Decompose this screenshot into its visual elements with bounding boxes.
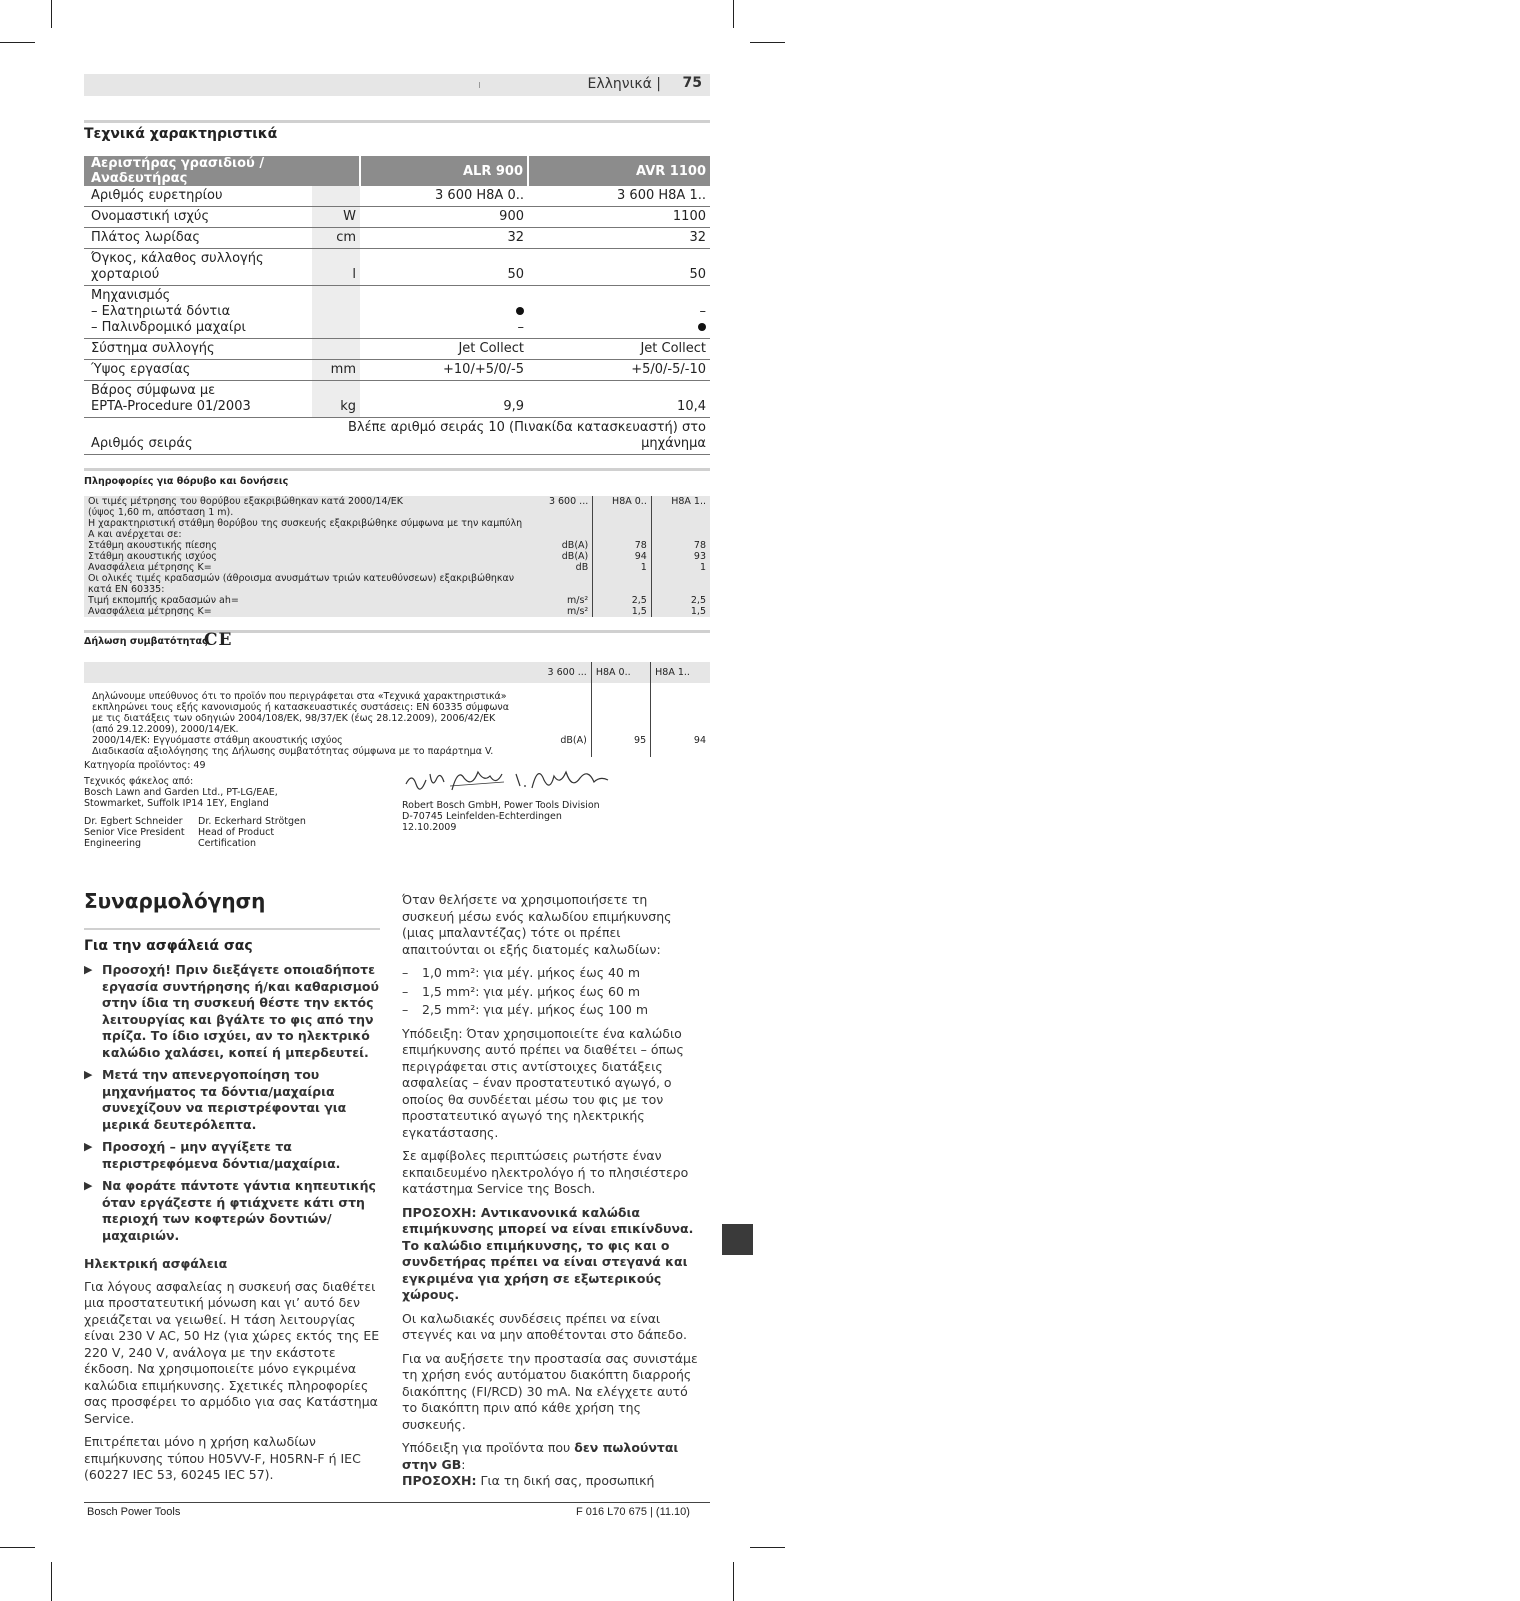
dash-value: –: [517, 320, 524, 335]
row-unit: [312, 286, 360, 339]
crop-mark: [750, 42, 785, 43]
row-label: Ονομαστική ισχύς: [84, 207, 312, 228]
paragraph: Υπόδειξη για προϊόντα που δεν πωλούνται στην GB:: [402, 1440, 679, 1472]
specs-table: [84, 156, 710, 455]
list-item: – 1,0 mm²: για μέγ. μήκος έως 40 m: [402, 965, 641, 980]
table-row: [84, 683, 710, 757]
row-unit: mm: [312, 360, 360, 381]
table-row: [84, 595, 710, 606]
noise-table: [84, 496, 710, 617]
signature: [402, 762, 622, 802]
row-label: [84, 286, 312, 339]
row-label: Τιμή εκπομπής κραδασμών ah=: [88, 595, 239, 606]
declaration-title: Δήλωση συμβατότητας: [84, 636, 208, 647]
mechanism-label: Μηχανισμός: [91, 288, 171, 303]
safety-bullet: ▶ Προσοχή – μην αγγίξετε τα περιστρεφόμενα δόντια/μαχαίρια.: [84, 1139, 341, 1171]
decl-text: [84, 683, 514, 757]
paragraph: Σε αμφίβολες περιπτώσεις ρωτήστε έναν εκπαιδευμένο ηλεκτρολόγο ή το πλησιέστερο κατάστημα Service της Bosch.: [402, 1148, 689, 1196]
table-row: [84, 360, 710, 381]
row-value: Βλέπε αριθμό σειράς 10 (Πινακίδα κατασκευαστή) στο μηχάνημα: [312, 418, 710, 455]
row-value: 1100: [528, 207, 710, 228]
crop-mark: [750, 1547, 785, 1548]
vibration-intro: Οι ολικές τιμές κραδασμών (άθροισμα ανυσμάτων τριών κατευθύνσεων) εξακριβώθηκαν κατά EN 60335:: [88, 573, 515, 595]
divider: [84, 928, 380, 930]
crop-mark: [733, 1562, 734, 1601]
company-address: Robert Bosch GmbH, Power Tools Division D-70745 Leinfelden-Echterdingen 12.10.2009: [402, 800, 600, 833]
divider: [84, 120, 710, 123]
row-unit: kg: [312, 381, 360, 418]
row-unit: dB(A): [561, 540, 589, 551]
row-unit: [312, 186, 360, 207]
decl-head: 3 600 ...: [514, 662, 592, 683]
right-column: [402, 892, 698, 1497]
paragraph: Για να αυξήσετε την προστασία σας συνιστάμε τη χρήση ενός αυτόματου διακόπτη διαρροής διακόπτης (FI/RCD) 30 mA. Να ελέγχετε αυτό το διακόπτη πριν από κάθε χρήση της συσκευής.: [402, 1350, 698, 1432]
table-row: [84, 381, 710, 418]
bullet-dot-icon: [698, 323, 706, 331]
safety-title: Για την ασφάλειά σας: [84, 938, 253, 954]
row-value: 3 600 H8A 0..: [360, 186, 528, 207]
product-category: Κατηγορία προϊόντος: 49: [84, 760, 206, 771]
header-tick: [479, 82, 480, 88]
row-value: 1: [651, 562, 710, 573]
row-value: 1: [593, 562, 652, 573]
decl-head: H8A 1..: [651, 662, 710, 683]
paragraph: Επιτρέπεται μόνο η χρήση καλωδίων επιμήκυνσης τύπου H05VV-F, H05RN-F ή IEC (60227 IEC 53, 60245 IEC 57).: [84, 1434, 361, 1482]
divider: [84, 630, 710, 633]
row-value: 94: [651, 683, 710, 757]
specs-col-header: Αεριστήρας γρασιδιού / Αναδευτήρας: [84, 156, 360, 186]
table-row: [84, 418, 710, 455]
page-header: [84, 74, 710, 96]
table-row: [84, 249, 710, 286]
specs-col-header: ALR 900: [360, 156, 528, 186]
row-unit: W: [312, 207, 360, 228]
decl-text1: Δηλώνουμε υπεύθυνος ότι το προϊόν που περιγράφεται στα «Τεχνικά χαρακτηριστικά» εκπληρώνει τους εξής κανονισμούς ή κατασκευαστικές συστάσεις: EN 60335 σύμφωνα με τις διατάξεις των οδηγιών 2004/108/ΕΚ, 98/37/ΕΚ (έως 28.12.2009), 2006/42/ΕΚ (από 29.12.2009), 2000/14/ΕΚ.: [92, 691, 509, 735]
list-item: – 1,5 mm²: για μέγ. μήκος έως 60 m: [402, 983, 641, 999]
footer-right: F 016 L70 675 | (11.10): [576, 1506, 690, 1518]
table-row: [84, 207, 710, 228]
left-column: [84, 962, 380, 1491]
row-value: 2,5: [593, 595, 652, 606]
table-row: [84, 551, 710, 562]
row-value: 50: [360, 249, 528, 286]
noise-head: H8A 1..: [651, 496, 710, 518]
divider: [84, 468, 710, 471]
row-value: +5/0/-5/-10: [528, 360, 710, 381]
mechanism-sub: – Παλινδρομικό μαχαίρι: [91, 320, 246, 335]
row-unit: dB(A): [561, 551, 589, 562]
footer-divider: [84, 1502, 710, 1503]
row-value: 50: [528, 249, 710, 286]
row-label: Ύψος εργασίας: [84, 360, 312, 381]
row-label: Αριθμός ευρετηρίου: [84, 186, 312, 207]
ce-mark-icon: CE: [204, 630, 233, 650]
decl-text2: 2000/14/ΕΚ: Εγγυόμαστε στάθμη ακουστικής ισχύος: [92, 735, 343, 746]
bullet-dot-icon: [516, 307, 524, 315]
row-unit: dB(A): [560, 735, 587, 746]
row-value: 78: [651, 540, 710, 551]
row-value: 32: [360, 228, 528, 249]
bullet-triangle-icon: ▶: [84, 1140, 93, 1153]
table-row: [84, 339, 710, 360]
declaration-table: [84, 662, 710, 757]
specs-title: Τεχνικά χαρακτηριστικά: [84, 126, 278, 142]
warning-paragraph: ΠΡΟΣΟΧΗ: Αντικανονικά καλώδια επιμήκυνσης μπορεί να είναι επικίνδυνα. Το καλώδιο επιμήκυνσης, το φις και ο συνδετήρας πρέπει να είναι στεγανά και εγκριμένα για χρήση σε εξωτερικούς χώρους.: [402, 1204, 694, 1302]
row-value: 900: [360, 207, 528, 228]
signer-stroetgen: Dr. Eckerhard Strötgen Head of Product Certification: [198, 816, 306, 849]
row-value: [360, 286, 528, 339]
electric-title: Ηλεκτρική ασφάλεια: [84, 1256, 228, 1271]
paragraph: ΠΡΟΣΟΧΗ: Για τη δική σας, προσωπική: [402, 1473, 655, 1488]
bullet-triangle-icon: ▶: [84, 1068, 93, 1081]
bullet-triangle-icon: ▶: [84, 963, 93, 976]
row-value: [528, 286, 710, 339]
row-label: Ανασφάλεια μέτρησης K=: [88, 606, 212, 617]
noise-title: Πληροφορίες για θόρυβο και δονήσεις: [84, 476, 289, 487]
row-value: 3 600 H8A 1..: [528, 186, 710, 207]
table-row: [84, 518, 710, 540]
noise-head: H8A 0..: [593, 496, 652, 518]
specs-col-header: AVR 1100: [528, 156, 710, 186]
row-unit: [312, 339, 360, 360]
row-label: Ανασφάλεια μέτρησης K=: [88, 562, 212, 573]
table-row: [84, 562, 710, 573]
crop-mark: [0, 1547, 35, 1548]
table-row: [84, 662, 710, 683]
page-number: 75: [682, 75, 702, 91]
row-unit: m/s²: [567, 606, 589, 617]
row-label: Σύστημα συλλογής: [84, 339, 312, 360]
table-row: [84, 228, 710, 249]
noise-intro: Η χαρακτηριστική στάθμη θορύβου της συσκευής εξακριβώθηκε σύμφωνα με την καμπύλη A και ανέρχεται σε:: [88, 518, 523, 540]
decl-text3: Διαδικασία αξιολόγησης της Δήλωσης συμβατότητας σύμφωνα με το παράρτημα V.: [92, 746, 494, 757]
decl-head: H8A 0..: [591, 662, 650, 683]
row-value: 95: [591, 683, 650, 757]
row-value: 78: [593, 540, 652, 551]
paragraph: Υπόδειξη: Όταν χρησιμοποιείτε ένα καλώδιο επιμήκυνσης αυτό πρέπει να διαθέτει – όπως περιγράφεται στις αντίστοιχες διατάξεις ασφαλείας – έναν προστατευτικό αγωγό, ο οποίος θα συνδέεται μέσω του φις με τον προστατευτικό αγωγό της ηλεκτρικής εγκατάστασης.: [402, 1025, 684, 1140]
row-value: +10/+5/0/-5: [360, 360, 528, 381]
row-label: Όγκος, κάλαθος συλλογής χορταριού: [84, 249, 312, 286]
row-value: 1,5: [593, 606, 652, 617]
paragraph: Οι καλωδιακές συνδέσεις πρέπει να είναι στεγνές και να μην αποθέτονται στο δάπεδο.: [402, 1310, 687, 1342]
table-row: [84, 573, 710, 595]
row-value: 1,5: [651, 606, 710, 617]
safety-bullet: ▶ Μετά την απενεργοποίηση του μηχανήματος τα δόντια/μαχαίρια συνεχίζουν να περιστρέφονται για μερικά δευτερόλεπτα.: [84, 1067, 347, 1132]
row-value: Jet Collect: [360, 339, 528, 360]
row-value: 2,5: [651, 595, 710, 606]
row-unit: cm: [312, 228, 360, 249]
mechanism-sub: – Ελατηριωτά δόντια: [91, 304, 231, 319]
footer-left: Bosch Power Tools: [87, 1506, 181, 1518]
row-value: 32: [528, 228, 710, 249]
table-row: [84, 496, 710, 518]
crop-mark: [51, 0, 52, 28]
row-label: Βάρος σύμφωνα με EPTA-Procedure 01/2003: [84, 381, 312, 418]
noise-head: 3 600 ...: [548, 496, 589, 507]
table-row: [84, 606, 710, 617]
signer-schneider: Dr. Egbert Schneider Senior Vice President Engineering: [84, 816, 185, 849]
crop-mark: [51, 1562, 52, 1601]
table-row: [84, 286, 710, 339]
row-value: 9,9: [360, 381, 528, 418]
row-value: 10,4: [528, 381, 710, 418]
table-row: [84, 540, 710, 551]
table-row: [84, 186, 710, 207]
row-unit: l: [312, 249, 360, 286]
header-language: Ελληνικά |: [587, 76, 661, 92]
section-title: Συναρμολόγηση: [84, 889, 266, 913]
row-label: Στάθμη ακουστικής ισχύος: [88, 551, 217, 562]
row-label: Αριθμός σειράς: [84, 418, 312, 455]
crop-mark: [733, 0, 734, 28]
safety-bullet: ▶ Να φοράτε πάντοτε γάντια κηπευτικής όταν εργάζεστε ή φτιάχνετε κάτι στη περιοχή των κοφτερών δοντιών/μαχαιριών.: [84, 1178, 376, 1243]
row-unit: m/s²: [567, 595, 589, 606]
row-unit: dB: [575, 562, 589, 573]
row-value: 93: [651, 551, 710, 562]
dash-value: –: [699, 304, 706, 319]
crop-mark: [0, 42, 35, 43]
bullet-triangle-icon: ▶: [84, 1179, 93, 1192]
safety-bullet: ▶ Προσοχή! Πριν διεξάγετε οποιαδήποτε εργασία συντήρησης ή/και καθαρισμού στην ίδια τη συσκευή θέστε την εκτός λειτουργίας και βγάλτε το φις από την πρίζα. Το ίδιο ισχύει, αν το ηλεκτρικό καλώδιο χαλάσει, κοπεί ή μπερδευτεί.: [84, 962, 379, 1060]
noise-head-text: Οι τιμές μέτρησης του θορύβου εξακριβώθηκαν κατά 2000/14/ΕΚ (ύψος 1,60 m, απόσταση 1 m).: [88, 496, 403, 518]
list-item: – 2,5 mm²: για μέγ. μήκος έως 100 m: [402, 1002, 649, 1017]
row-value: 94: [593, 551, 652, 562]
row-label: Στάθμη ακουστικής πίεσης: [88, 540, 217, 551]
paragraph: Όταν θελήσετε να χρησιμοποιήσετε τη συσκευή μέσω ενός καλωδίου επιμήκυνσης (μιας μπαλαντέζας) τότε οι πρέπει απαιτούνται οι εξής διατομές καλωδίων:: [402, 892, 672, 957]
row-value: Jet Collect: [528, 339, 710, 360]
technical-file: Τεχνικός φάκελος από: Bosch Lawn and Garden Ltd., PT-LG/EAE, Stowmarket, Suffolk IP14 1EY, England: [84, 776, 278, 809]
paragraph: Για λόγους ασφαλείας η συσκευή σας διαθέτει μια προστατευτική μόνωση και γι’ αυτό δεν χρειάζεται να γειωθεί. Η τάση λειτουργίας είναι 230 V AC, 50 Hz (για χώρες εκτός της ΕΕ 220 V, 240 V, ανάλογα με την εκάστοτε έκδοση. Να χρησιμοποιείτε μόνο εγκριμένα καλώδια επιμήκυνσης. Σχετικές πληροφορίες σας προσφέρει το αρμόδιο για σας Κατάστημα Service.: [84, 1278, 380, 1426]
row-label: Πλάτος λωρίδας: [84, 228, 312, 249]
section-tab: [722, 1224, 753, 1255]
